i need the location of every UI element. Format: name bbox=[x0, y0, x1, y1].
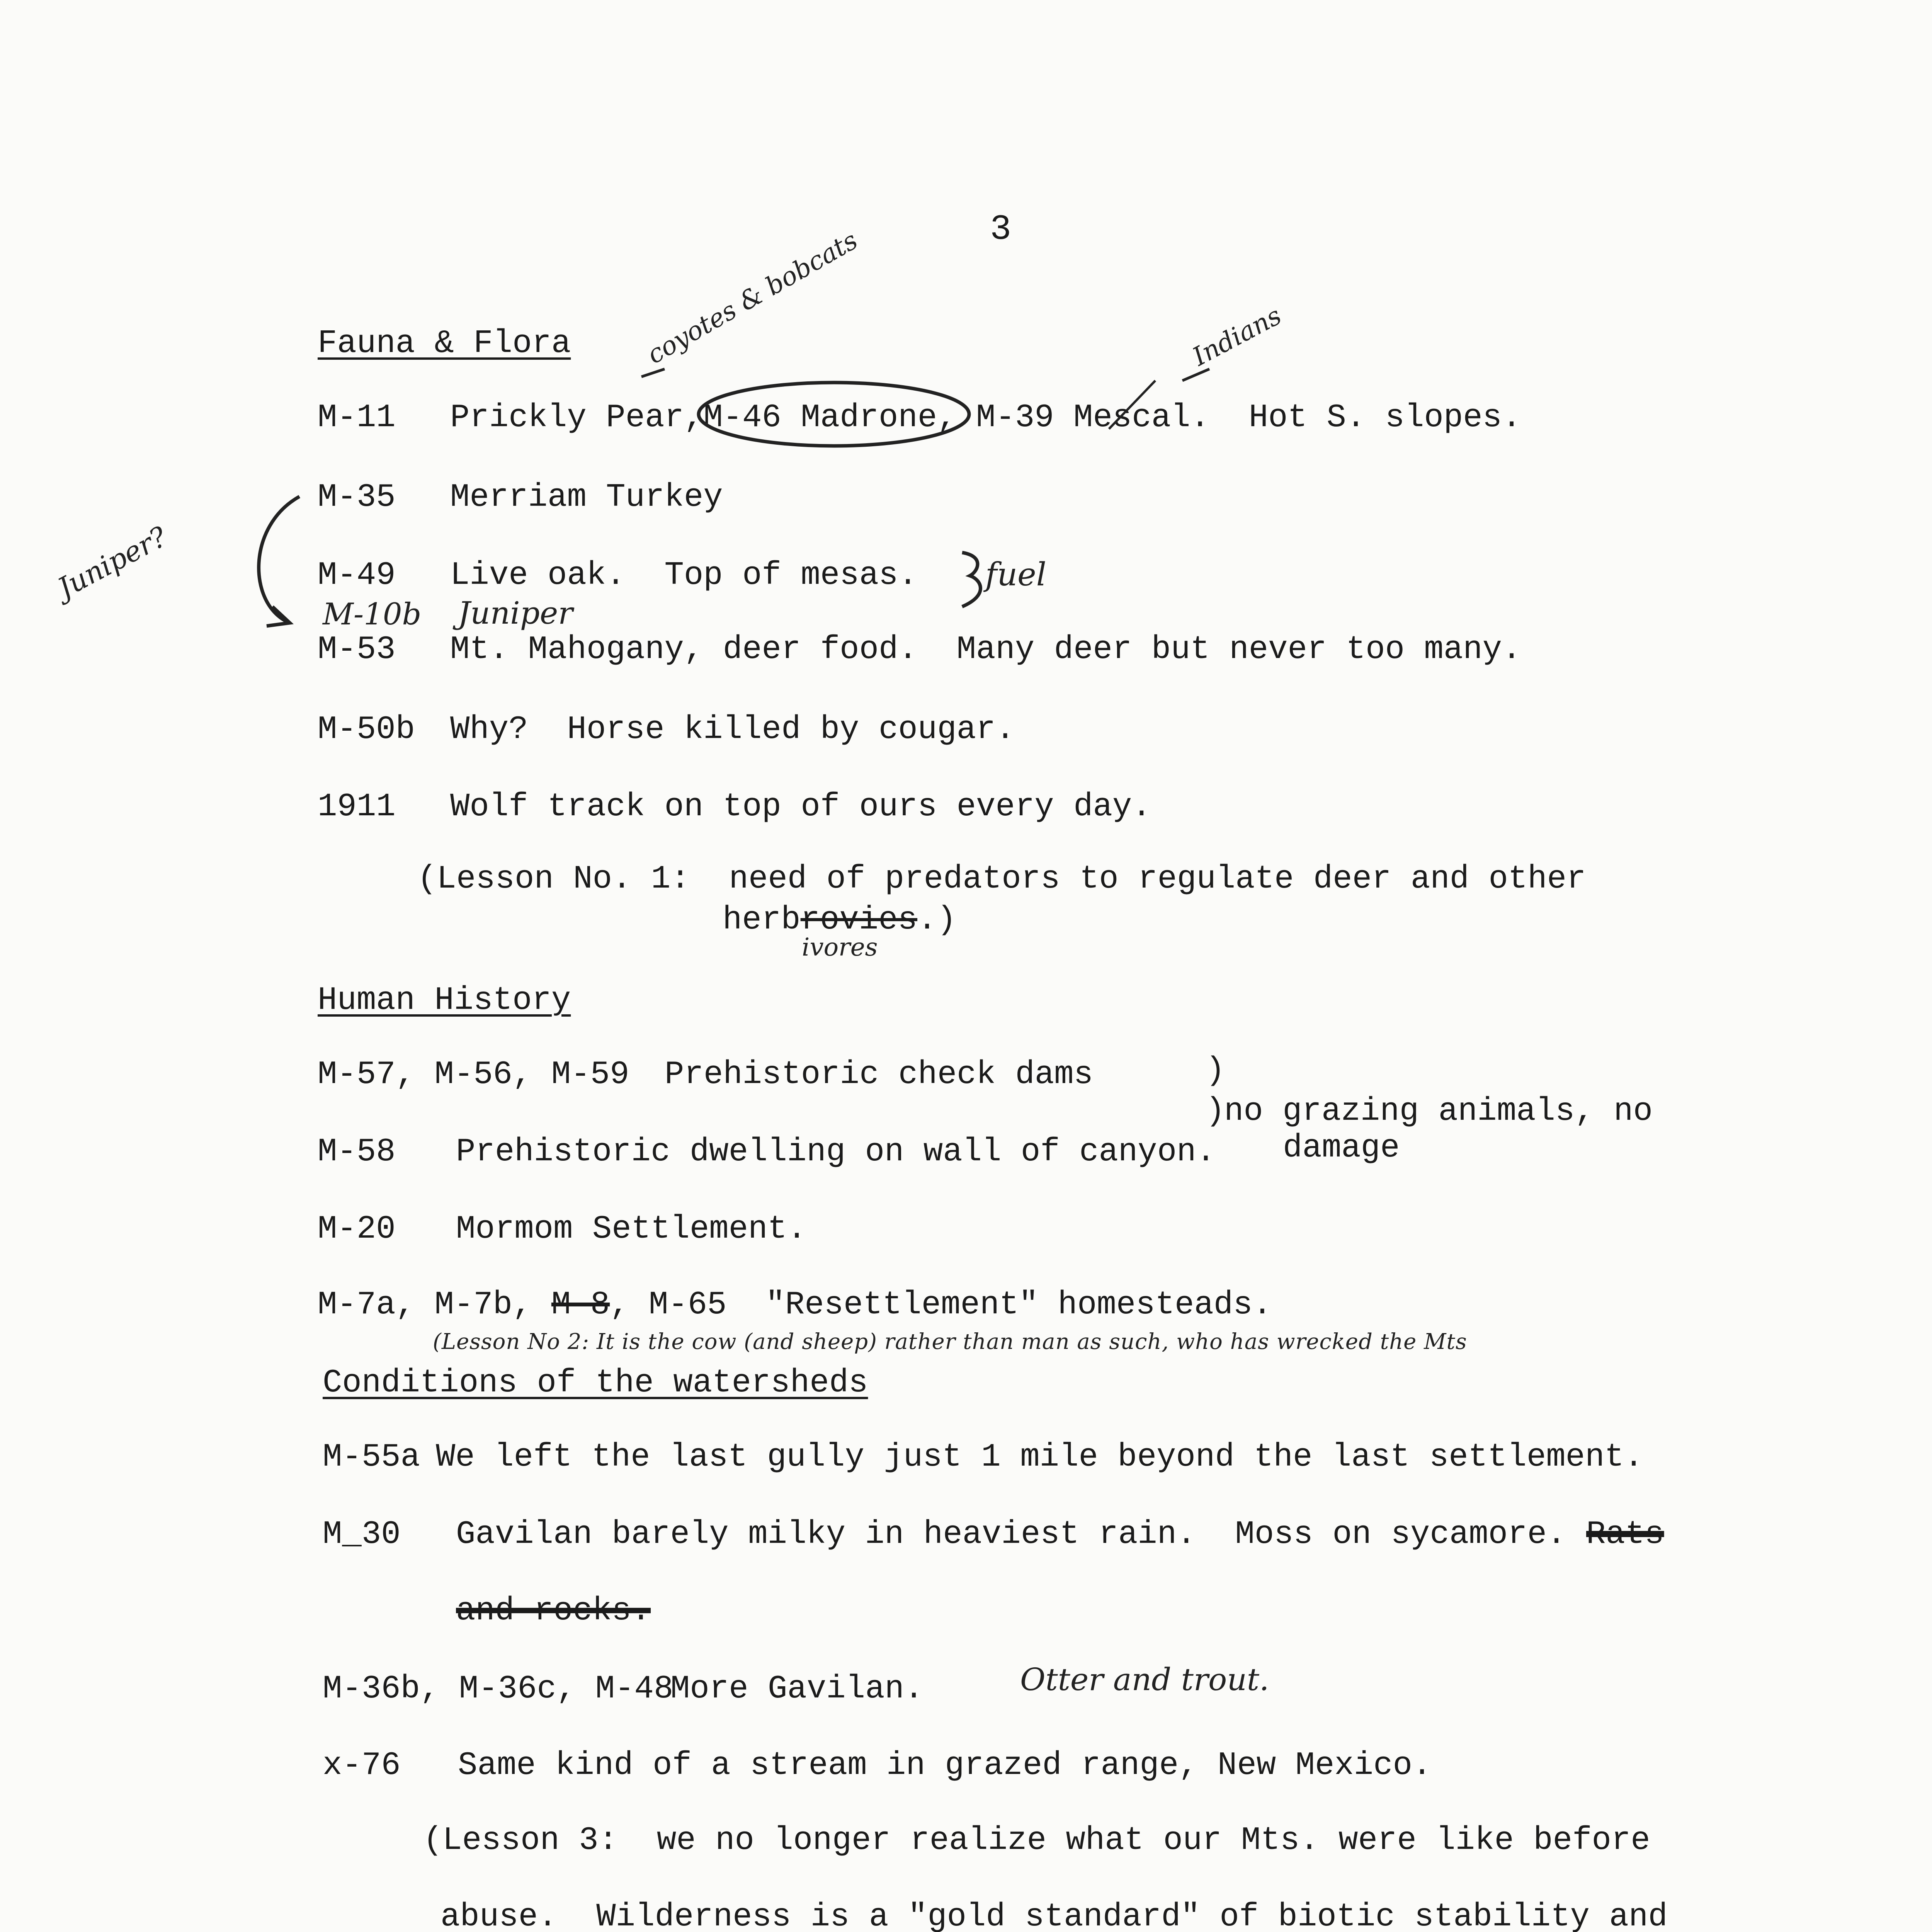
page-number: 3 bbox=[990, 209, 1012, 250]
specimen-code: M-11 bbox=[318, 400, 396, 436]
row-text: Same kind of a stream in grazed range, New Mexico. bbox=[458, 1747, 1432, 1784]
lesson-1-line-1: (Lesson No. 1: need of predators to regulate deer and other bbox=[417, 861, 1586, 898]
section-heading-human-history: Human History bbox=[318, 982, 571, 1019]
row-text: Prehistoric dwelling on wall of canyon. bbox=[456, 1134, 1216, 1170]
resettlement-suffix: , M-65 "Resettlement" homesteads. bbox=[610, 1287, 1272, 1323]
row-text: Why? Horse killed by cougar. bbox=[450, 711, 1015, 748]
row-text: Mt. Mahogany, deer food. Many deer but never too many. bbox=[450, 631, 1522, 668]
struck-code: M-8 bbox=[551, 1287, 610, 1323]
lesson-1-prefix: herb bbox=[723, 902, 801, 939]
handwritten-fuel: fuel bbox=[985, 556, 1046, 593]
handwritten-coyotes-note: coyotes & bobcats bbox=[642, 225, 863, 370]
specimen-code: x-76 bbox=[323, 1747, 401, 1784]
row-text: Gavilan barely milky in heaviest rain. Moss on sycamore. bbox=[456, 1516, 1566, 1553]
struck-word: Rats bbox=[1586, 1516, 1664, 1553]
mesas-tick bbox=[1109, 381, 1155, 429]
bracket-paren: ) bbox=[1206, 1053, 1225, 1089]
handwritten-herbivores-fix: ivores bbox=[802, 933, 878, 962]
specimen-code: M-49 bbox=[318, 557, 396, 594]
specimen-code: M-58 bbox=[318, 1134, 396, 1170]
struck-line: and rocks. bbox=[456, 1593, 651, 1629]
specimen-code: M-55a bbox=[323, 1439, 420, 1476]
circle-around-madrone bbox=[699, 383, 969, 446]
bracket-paren: ) bbox=[1206, 1093, 1225, 1130]
struck-text: rovies bbox=[800, 902, 918, 939]
coyotes-tick bbox=[641, 369, 665, 377]
handwritten-otter-trout: Otter and trout. bbox=[1020, 1662, 1269, 1697]
curly-brace bbox=[962, 553, 981, 607]
handwritten-code-m10b: M-10b bbox=[323, 597, 422, 632]
row-text: Prehistoric check dams bbox=[665, 1056, 1093, 1093]
specimen-code: 1911 bbox=[318, 789, 396, 825]
specimen-code: M-20 bbox=[318, 1211, 396, 1248]
specimen-code: M-53 bbox=[318, 631, 396, 668]
specimen-code: M-57, M-56, M-59 bbox=[318, 1056, 629, 1093]
specimen-code: M-36b, M-36c, M-48 bbox=[323, 1671, 673, 1708]
row-text-a: Prickly Pear, bbox=[450, 400, 704, 436]
row-text: Merriam Turkey bbox=[450, 479, 723, 516]
lesson-3-line-2: abuse. Wilderness is a "gold standard" of biotic stability and bbox=[440, 1899, 1668, 1932]
lesson-1-suffix: .) bbox=[917, 902, 956, 939]
section-heading-watersheds: Conditions of the watersheds bbox=[323, 1365, 868, 1401]
handwritten-lesson-2: (Lesson No 2: It is the cow (and sheep) rather than man as such, who has wrecked the Mts bbox=[433, 1329, 1467, 1354]
bracket-arrow bbox=[259, 497, 299, 622]
row-text-b: , M-39 Mescal. Hot S. slopes. bbox=[937, 400, 1522, 436]
row-text: Wolf track on top of ours every day. bbox=[450, 789, 1151, 825]
lesson-3-line-1: (Lesson 3: we no longer realize what our Mts. were like before bbox=[423, 1822, 1650, 1859]
row-text: More Gavilan. bbox=[670, 1671, 924, 1708]
circled-entry: M-46 Madrone bbox=[703, 400, 937, 436]
side-note-line-2: damage bbox=[1283, 1130, 1400, 1167]
row-text: We left the last gully just 1 mile beyond the last settlement. bbox=[436, 1439, 1644, 1476]
specimen-code: M-50b bbox=[318, 711, 415, 748]
specimen-code: M_30 bbox=[323, 1516, 401, 1553]
resettlement-prefix: M-7a, M-7b, bbox=[318, 1287, 551, 1323]
section-heading-fauna-flora: Fauna & Flora bbox=[318, 325, 571, 362]
specimen-code: M-35 bbox=[318, 479, 396, 516]
handwritten-indians-note: Indians bbox=[1187, 300, 1286, 372]
handwritten-juniper-margin: Juniper? bbox=[52, 520, 172, 604]
side-note-line-1: no grazing animals, no bbox=[1224, 1093, 1653, 1130]
handwritten-juniper: Juniper bbox=[458, 595, 573, 631]
row-text: Live oak. Top of mesas. bbox=[450, 557, 918, 594]
indians-tick bbox=[1182, 369, 1209, 381]
row-text: Mormom Settlement. bbox=[456, 1211, 807, 1248]
